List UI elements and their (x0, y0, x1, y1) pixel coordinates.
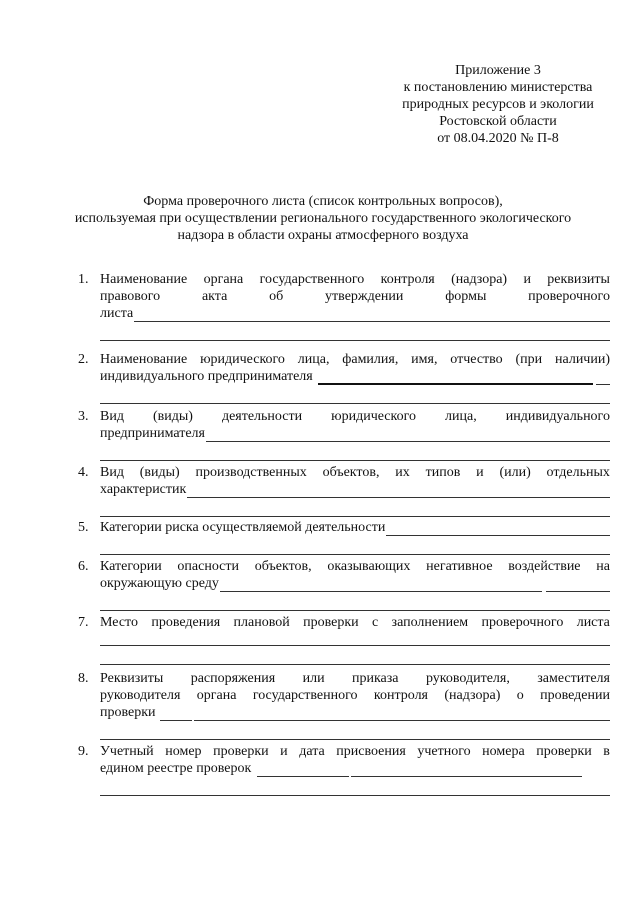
justified-line (100, 271, 610, 288)
fill-line (100, 519, 610, 536)
justified-line (100, 614, 610, 631)
word: Наименование (100, 272, 188, 287)
justified-line (100, 687, 610, 704)
justified-line (100, 558, 610, 575)
fill-line (100, 425, 610, 442)
word: деятельности (221, 409, 303, 424)
word: объектов, (322, 465, 380, 480)
justified-line (100, 670, 610, 687)
appendix-line: к постановлению министерства (403, 80, 593, 95)
item-text: едином реестре проверок (100, 761, 252, 776)
word: (надзора) (451, 272, 508, 287)
answer-field[interactable] (318, 369, 593, 385)
word: юридического (331, 409, 416, 424)
appendix-line: Приложение 3 (455, 63, 541, 78)
word: и (523, 272, 531, 287)
word: наличии) (555, 352, 610, 367)
word: заместителя (537, 671, 610, 686)
word: Место (100, 615, 138, 630)
word: их (395, 465, 410, 480)
word: юридического (200, 352, 285, 367)
answer-field[interactable] (187, 483, 610, 498)
justified-line (100, 743, 610, 760)
word: учетного (417, 744, 471, 759)
word: акта (201, 289, 228, 304)
item-number: 7. (78, 615, 89, 630)
word: заполнением (391, 615, 469, 630)
word: фамилия, (342, 352, 399, 367)
answer-field[interactable] (596, 370, 610, 385)
answer-field[interactable] (100, 389, 610, 404)
word: воздействие (508, 559, 581, 574)
word: утверждении (325, 289, 404, 304)
title-line: надзора в области охраны атмосферного воздуха (177, 228, 469, 243)
appendix-line: Ростовской области (439, 114, 557, 129)
word: отчество (450, 352, 503, 367)
answer-field[interactable] (386, 521, 610, 536)
word: Учетный (100, 744, 154, 759)
word: объектов, (254, 559, 312, 574)
word: проверки (303, 615, 359, 630)
word: или (302, 671, 325, 686)
word: реквизиты (547, 272, 610, 287)
answer-field[interactable] (100, 502, 610, 517)
word: оказывающих (327, 559, 411, 574)
item-number: 9. (78, 744, 89, 759)
word: в (603, 744, 610, 759)
word: Наименование (100, 352, 188, 367)
answer-field[interactable] (100, 540, 610, 555)
word: номера (482, 744, 525, 759)
word: негативное (426, 559, 493, 574)
word: (или) (499, 465, 531, 480)
answer-field[interactable] (220, 577, 542, 592)
word: правового (100, 289, 161, 304)
fill-line (100, 368, 610, 385)
answer-field[interactable] (100, 781, 610, 796)
item-text: характеристик (100, 482, 187, 497)
word: контроля (380, 272, 435, 287)
item-number: 4. (78, 465, 89, 480)
word: на (596, 559, 610, 574)
appendix-line: природных ресурсов и экологии (402, 97, 594, 112)
word: проведения (151, 615, 221, 630)
item-text: листа (100, 306, 134, 321)
form-title (40, 193, 606, 244)
justified-line (100, 408, 610, 425)
word: лица, (297, 352, 330, 367)
item-number: 1. (78, 272, 89, 287)
item-number: 8. (78, 671, 89, 686)
word: и (476, 465, 484, 480)
fill-line (100, 305, 610, 322)
word: типов (425, 465, 461, 480)
word: дата (299, 744, 325, 759)
word: (виды) (152, 409, 193, 424)
word: (при (515, 352, 543, 367)
word: руководителя (100, 688, 181, 703)
word: органа (196, 688, 237, 703)
answer-field[interactable] (206, 427, 610, 442)
answer-field[interactable] (100, 650, 610, 665)
fill-line (100, 481, 610, 498)
word: проведении (540, 688, 610, 703)
appendix-header (380, 62, 616, 147)
answer-field[interactable] (100, 446, 610, 461)
word: проверочного (481, 615, 564, 630)
word: руководителя, (425, 671, 510, 686)
answer-field[interactable] (160, 706, 192, 721)
word: приказа (351, 671, 399, 686)
justified-line (100, 351, 610, 368)
answer-field[interactable] (100, 326, 610, 341)
item-text: проверки (100, 705, 156, 720)
word: листа (576, 615, 610, 630)
justified-line (100, 288, 610, 305)
word: производственных (195, 465, 307, 480)
answer-field[interactable] (134, 307, 610, 322)
answer-field[interactable] (546, 577, 610, 592)
fill-line (100, 575, 610, 592)
answer-field[interactable] (194, 706, 610, 721)
word: плановой (233, 615, 290, 630)
justified-line (100, 464, 610, 481)
word: Категории (100, 559, 162, 574)
answer-field[interactable] (100, 596, 610, 611)
word: контроля (373, 688, 428, 703)
word: формы (445, 289, 487, 304)
answer-field[interactable] (351, 762, 582, 777)
word: отдельных (546, 465, 610, 480)
item-text: Категории риска осуществляемой деятельности (100, 520, 386, 535)
answer-field[interactable] (100, 631, 610, 646)
word: проверочного (528, 289, 610, 304)
item-number: 3. (78, 409, 89, 424)
word: опасности (177, 559, 240, 574)
item-text: окружающую среду (100, 576, 219, 591)
item-number: 2. (78, 352, 89, 367)
word: и (280, 744, 288, 759)
word: проверки (536, 744, 592, 759)
word: государственного (252, 688, 358, 703)
word: (надзора) (444, 688, 501, 703)
word: органа (203, 272, 244, 287)
title-line: Форма проверочного листа (список контрольных вопросов), (143, 194, 503, 209)
answer-field[interactable] (257, 762, 349, 777)
word: проверки (213, 744, 269, 759)
item-number: 5. (78, 520, 89, 535)
item-text: предпринимателя (100, 426, 205, 441)
word: имя, (411, 352, 438, 367)
word: государственного (259, 272, 365, 287)
word: о (516, 688, 524, 703)
word: с (371, 615, 379, 630)
fill-line (100, 704, 610, 721)
word: присвоения (336, 744, 406, 759)
word: об (269, 289, 284, 304)
word: распоряжения (190, 671, 276, 686)
appendix-line: от 08.04.2020 № П-8 (437, 131, 559, 146)
word: индивидуального (505, 409, 610, 424)
fill-line (100, 760, 610, 777)
item-text: индивидуального предпринимателя (100, 369, 313, 384)
word: Реквизиты (100, 671, 164, 686)
word: Вид (100, 465, 124, 480)
word: номер (165, 744, 202, 759)
word: лица, (445, 409, 477, 424)
word: (виды) (139, 465, 180, 480)
answer-field[interactable] (100, 725, 610, 740)
title-line: используемая при осуществлении регионального государственного экологического (74, 211, 572, 226)
item-number: 6. (78, 559, 89, 574)
word: Вид (100, 409, 124, 424)
